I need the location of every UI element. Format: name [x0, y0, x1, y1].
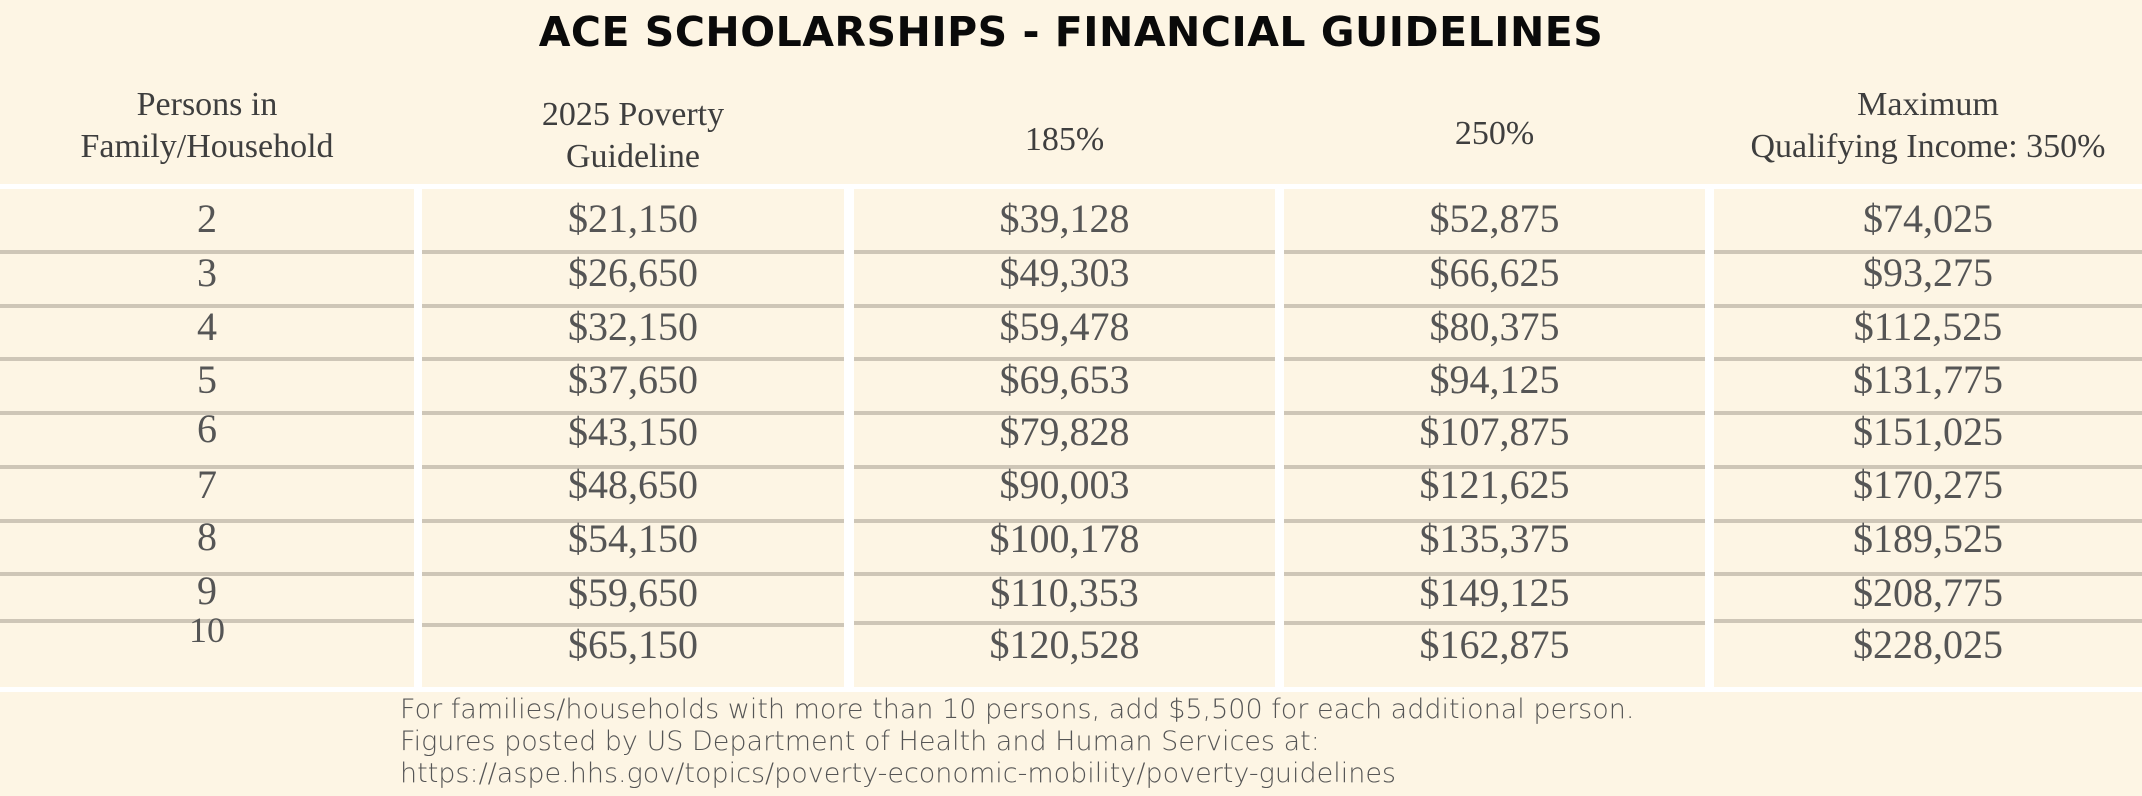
page-title: ACE SCHOLARSHIPS - FINANCIAL GUIDELINES [538, 8, 1604, 56]
cell-350: $208,775 [1853, 570, 2003, 615]
header-line: Persons in [136, 86, 278, 123]
cell-350: $189,525 [1853, 516, 2003, 561]
cell-250: $149,125 [1419, 570, 1570, 615]
cell-250: $162,875 [1419, 622, 1570, 667]
cell-185: $39,128 [999, 196, 1130, 241]
cell-185: $120,528 [989, 622, 1140, 667]
column-header-350 [1714, 70, 2142, 182]
cell-persons: 4 [197, 304, 217, 349]
column-header-250 [1284, 78, 1705, 190]
cell-185: $100,178 [989, 516, 1140, 561]
column-header-poverty [422, 80, 844, 192]
cell-250: $52,875 [1429, 196, 1560, 241]
column-250 [1284, 189, 1705, 687]
cell-persons: 8 [197, 514, 217, 559]
cell-350: $131,775 [1853, 357, 2003, 402]
cell-250: $135,375 [1419, 516, 1570, 561]
cell-350: $170,275 [1853, 462, 2003, 507]
cell-185: $69,653 [999, 357, 1130, 402]
header-line: Family/Household [80, 128, 334, 165]
cell-350: $112,525 [1853, 304, 2003, 349]
cell-poverty: $21,150 [568, 196, 698, 241]
header-line: Maximum [1857, 86, 1999, 123]
cell-185: $59,478 [999, 304, 1130, 349]
cell-persons: 5 [197, 357, 217, 402]
column-divider [1275, 184, 1284, 692]
column-header-persons [0, 70, 414, 182]
cell-poverty: $65,150 [568, 622, 698, 667]
header-line: Guideline [565, 138, 701, 175]
cell-persons: 2 [197, 196, 217, 241]
column-divider [414, 184, 422, 692]
footer-note-source: Figures posted by US Department of Health and Human Services at: [400, 726, 1320, 757]
footer-source-url: https://aspe.hhs.gov/topics/poverty-economic-mobility/poverty-guidelines [400, 758, 1396, 789]
header-line: 2025 Poverty [541, 96, 725, 133]
column-divider [1705, 184, 1714, 692]
footer-notes [400, 694, 1634, 790]
cell-poverty: $59,650 [568, 570, 698, 615]
cell-350: $228,025 [1853, 622, 2003, 667]
footer-note-additional-person: For families/households with more than 10 persons, add $5,500 for each additional person. [400, 694, 1635, 725]
cell-persons: 10 [189, 610, 225, 650]
cell-185: $90,003 [999, 462, 1130, 507]
cell-poverty: $43,150 [568, 409, 698, 454]
cell-poverty: $32,150 [568, 304, 698, 349]
column-divider [844, 184, 854, 692]
column-persons [0, 189, 414, 687]
cell-persons: 6 [197, 406, 217, 451]
header-line: Qualifying Income: 350% [1750, 128, 2106, 165]
cell-250: $121,625 [1419, 462, 1570, 507]
column-header-185 [854, 84, 1275, 196]
column-poverty [422, 189, 844, 687]
column-185 [854, 189, 1275, 687]
cell-persons: 3 [197, 250, 217, 295]
cell-250: $94,125 [1429, 357, 1560, 402]
cell-250: $80,375 [1429, 304, 1560, 349]
cell-250: $107,875 [1419, 409, 1570, 454]
cell-350: $93,275 [1863, 250, 1993, 295]
table-bottom-divider [0, 687, 2142, 692]
cell-persons: 9 [197, 568, 217, 613]
cell-185: $49,303 [999, 250, 1130, 295]
cell-350: $151,025 [1853, 409, 2003, 454]
cell-poverty: $26,650 [568, 250, 698, 295]
cell-persons: 7 [197, 462, 217, 507]
cell-185: $110,353 [990, 570, 1139, 615]
cell-350: $74,025 [1863, 196, 1993, 241]
cell-poverty: $48,650 [568, 462, 698, 507]
header-line: 250% [1454, 115, 1535, 152]
cell-poverty: $37,650 [568, 357, 698, 402]
column-350 [1714, 189, 2142, 687]
cell-poverty: $54,150 [568, 516, 698, 561]
header-line: 185% [1024, 121, 1105, 158]
cell-185: $79,828 [999, 409, 1130, 454]
cell-250: $66,625 [1429, 250, 1560, 295]
